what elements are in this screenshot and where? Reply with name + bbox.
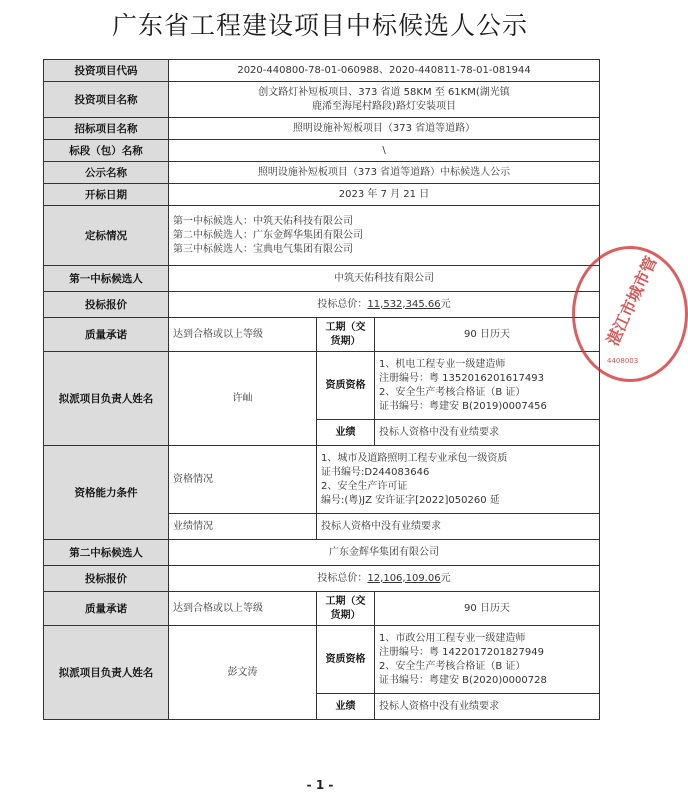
cand2-price-label: 投标报价: [44, 566, 169, 592]
seal-text: 湛江市城市管: [603, 253, 661, 349]
qual-line: 证书编号：粤建安 B(2020)0000728: [379, 674, 547, 686]
cand1-price: [169, 292, 600, 318]
code-value: 2020-440800-78-01-060988、2020-440811-78-01-081944: [169, 60, 600, 82]
cand2-period: 90 日历天: [375, 592, 600, 626]
cand1-cap-q-label: 资格情况: [169, 446, 317, 514]
ranking-list: [169, 206, 600, 266]
section-value: \: [169, 140, 600, 162]
cand1-period: 90 日历天: [375, 318, 600, 352]
page-title: 广东省工程建设项目中标候选人公示: [111, 11, 528, 40]
cand2-qual-label: 资质资格: [317, 626, 375, 694]
qual-line: 1、市政公用工程专业一级建造师: [379, 632, 526, 644]
page-number: - 1 -: [306, 778, 334, 792]
official-seal: [572, 246, 688, 382]
cap-line: 证书编号:D244083646: [321, 466, 430, 478]
cand1-cap-q: [317, 446, 600, 514]
cand2-name: 广东金辉华集团有限公司: [169, 540, 600, 566]
cand1-price-label: 投标报价: [44, 292, 169, 318]
open-date-value: 2023 年 7 月 21 日: [169, 184, 600, 206]
cand1-qual: [375, 352, 600, 420]
bid-name-value: 照明设施补短板项目（373 省道等道路）: [169, 118, 600, 140]
open-date-label: 开标日期: [44, 184, 169, 206]
price-amount: 12,106,109.06: [367, 572, 441, 584]
cand2-pm: 彭文涛: [169, 626, 317, 720]
cand1-pm-label: 拟派项目负责人姓名: [44, 352, 169, 446]
cand1-quality: 达到合格或以上等级: [169, 318, 317, 352]
cand2-perf: 投标人资格中没有业绩要求: [375, 694, 600, 720]
ranking-item: 第三中标候选人：宝典电气集团有限公司: [173, 243, 353, 255]
cand1-quality-label: 质量承诺: [44, 318, 169, 352]
cand2-period-label: 工期（交货期）: [317, 592, 375, 626]
qual-line: 2、安全生产考核合格证（B 证）: [379, 386, 526, 398]
cand1-period-label: 工期（交货期）: [317, 318, 375, 352]
cand2-quality: 达到合格或以上等级: [169, 592, 317, 626]
cand2-pm-label: 拟派项目负责人姓名: [44, 626, 169, 720]
cand1-perf-label: 业绩: [317, 420, 375, 446]
ranking-item: 第二中标候选人：广东金辉华集团有限公司: [173, 229, 363, 241]
qual-line: 证书编号：粤建安 B(2019)0007456: [379, 400, 547, 412]
project-name-line: 创文路灯补短板项目、373 省道 58KM 至 61KM(湖光镇: [258, 86, 510, 98]
cand1-name: 中筑天佑科技有限公司: [169, 266, 600, 292]
cand1-cap-label: 资格能力条件: [44, 446, 169, 540]
seal-code: 4408003: [607, 357, 639, 365]
cap-line: 1、城市及道路照明工程专业承包一级资质: [321, 452, 508, 464]
cand2-qual: [375, 626, 600, 694]
cap-line: 编号:(粤)JZ 安许证字[2022]050260 延: [321, 494, 500, 506]
cand2-price: [169, 566, 600, 592]
notice-value: 照明设施补短板项目（373 省道等道路）中标候选人公示: [169, 162, 600, 184]
qual-line: 2、安全生产考核合格证（B 证）: [379, 660, 526, 672]
ranking-item: 第一中标候选人：中筑天佑科技有限公司: [173, 215, 353, 227]
notice-label: 公示名称: [44, 162, 169, 184]
qual-line: 注册编号：粤 1422017201827949: [379, 646, 544, 658]
cand1-pm: 许屾: [169, 352, 317, 446]
price-unit: 元: [440, 572, 451, 584]
project-name-line: 鹿浠至海尾村路段)路灯安装项目: [312, 100, 456, 112]
cand2-perf-label: 业绩: [317, 694, 375, 720]
cand1-cap-p: 投标人资格中没有业绩要求: [317, 514, 600, 540]
cand2-label: 第二中标候选人: [44, 540, 169, 566]
project-name-label: 投资项目名称: [44, 82, 169, 118]
bid-name-label: 招标项目名称: [44, 118, 169, 140]
notice-table: [43, 59, 600, 720]
project-name-value: [169, 82, 600, 118]
cand1-cap-p-label: 业绩情况: [169, 514, 317, 540]
price-unit: 元: [440, 298, 451, 310]
cand1-label: 第一中标候选人: [44, 266, 169, 292]
price-prefix: 投标总价：: [317, 298, 368, 310]
cand1-perf: 投标人资格中没有业绩要求: [375, 420, 600, 446]
code-label: 投资项目代码: [44, 60, 169, 82]
cap-line: 2、安全生产许可证: [321, 480, 408, 492]
ranking-label: 定标情况: [44, 206, 169, 266]
cand1-qual-label: 资质资格: [317, 352, 375, 420]
price-prefix: 投标总价：: [317, 572, 368, 584]
price-amount: 11,532,345.66: [367, 298, 441, 310]
section-label: 标段（包）名称: [44, 140, 169, 162]
qual-line: 1、机电工程专业一级建造师: [379, 358, 506, 370]
cand2-quality-label: 质量承诺: [44, 592, 169, 626]
qual-line: 注册编号：粤 1352016201617493: [379, 372, 544, 384]
